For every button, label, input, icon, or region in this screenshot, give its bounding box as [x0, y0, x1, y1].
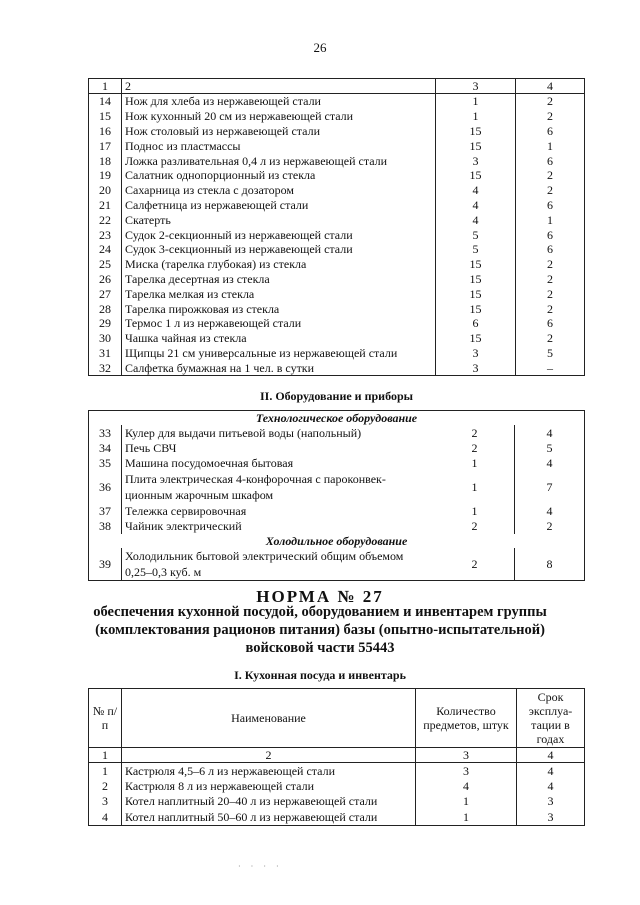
- cell-number: 34: [89, 440, 122, 455]
- cell-service-life: 2: [547, 301, 553, 316]
- cell-quantity: 5: [436, 227, 516, 242]
- cell-name: Машина посудомоечная бытовая: [125, 456, 294, 471]
- cell-number: 15: [89, 109, 122, 124]
- cell-quantity: 1: [471, 503, 478, 518]
- table-row: [89, 272, 585, 287]
- cell-quantity: 1: [416, 809, 517, 825]
- cell-quantity: 15: [436, 138, 516, 153]
- cell-number: 23: [89, 227, 122, 242]
- cell-quantity: 15: [436, 257, 516, 272]
- cell-service-life: 2: [547, 109, 553, 124]
- cell-name: Котел наплитный 50–60 л из нержавеющей стали: [122, 809, 416, 825]
- cell-number: 38: [89, 519, 122, 534]
- group-refrigeration-equipment: [89, 534, 585, 548]
- cell-name: Чайник электрический: [125, 519, 242, 534]
- cell-service-life: 2: [547, 94, 553, 109]
- cell-service-life: 5: [547, 345, 553, 360]
- cell-service-life: 2: [547, 257, 553, 272]
- cell-name: Поднос из пластмассы: [122, 138, 436, 153]
- cell-name: Нож кухонный 20 см из нержавеющей стали: [122, 109, 436, 124]
- table-row: [89, 763, 585, 779]
- cell-name: Нож столовый из нержавеющей стали: [122, 124, 436, 139]
- table-row: [89, 138, 585, 153]
- cell-quantity: 4: [436, 212, 516, 227]
- table-norm27-kitchenware: [88, 688, 585, 826]
- table-column-number-row: [89, 748, 585, 763]
- cell-service-life: 4: [515, 456, 585, 471]
- cell-service-life: 2: [547, 168, 553, 183]
- cell-service-life: 2: [547, 271, 553, 286]
- cell-service-life: 2: [547, 286, 553, 301]
- cell-quantity: 2: [471, 441, 478, 456]
- table-row: [89, 778, 585, 793]
- cell-number: 18: [89, 153, 122, 168]
- norm-subtitle: обеспечения кухонной посудой, оборудованием и инвентарем группы (комплектования рационов питания) базы (опытно-испытательной) войсковой части 55443: [93, 604, 547, 656]
- cell-name: Плита электрическая 4-конфорочная с пароконвек-ционным жарочным шкафом: [125, 472, 386, 503]
- table-row: [89, 242, 585, 257]
- column-number-3: 3: [416, 748, 517, 763]
- cell-service-life: 8: [515, 548, 585, 581]
- cell-name: Котел наплитный 20–40 л из нержавеющей стали: [122, 794, 416, 809]
- table-kitchenware-continued: [88, 78, 585, 376]
- table-row: [89, 183, 585, 198]
- norm-title: НОРМА № 27: [256, 587, 384, 606]
- cell-name: Нож для хлеба из нержавеющей стали: [122, 94, 436, 109]
- cell-name: Кулер для выдачи питьевой воды (напольный): [125, 425, 362, 440]
- cell-name: Тележка сервировочная: [125, 503, 247, 518]
- cell-service-life: 1: [547, 138, 553, 153]
- table-row: [89, 316, 585, 331]
- cell-number: 31: [89, 346, 122, 361]
- cell-quantity: 4: [436, 183, 516, 198]
- cell-quantity: 2: [471, 556, 478, 571]
- column-header-4: Срок эксплуа-тации в годах: [517, 689, 585, 748]
- cell-number: 24: [89, 242, 122, 257]
- cell-number: 2: [89, 778, 122, 793]
- cell-quantity: 3: [436, 360, 516, 375]
- table-row: [89, 198, 585, 213]
- table-row: [89, 360, 585, 375]
- cell-quantity: 3: [436, 153, 516, 168]
- cell-number: 4: [89, 809, 122, 825]
- cell-name: Термос 1 л из нержавеющей стали: [122, 316, 436, 331]
- column-number-1: 1: [89, 748, 122, 763]
- table-row: [89, 471, 585, 503]
- table-row: [89, 109, 585, 124]
- cell-name: Чашка чайная из стекла: [122, 331, 436, 346]
- table-row: [89, 153, 585, 168]
- cell-number: 3: [89, 794, 122, 809]
- cell-service-life: 2: [547, 331, 553, 346]
- cell-name: Тарелка десертная из стекла: [122, 272, 436, 287]
- cell-quantity: 4: [416, 778, 517, 793]
- page-number: 26: [313, 40, 327, 55]
- cell-quantity: 4: [436, 198, 516, 213]
- cell-number: 35: [89, 456, 122, 471]
- group-technological-equipment-label: Технологическое оборудование: [255, 411, 418, 425]
- cell-number: 28: [89, 301, 122, 316]
- table-row: [89, 286, 585, 301]
- cell-quantity: 2: [471, 425, 478, 440]
- table-header-row: [89, 689, 585, 748]
- column-number-4: 4: [517, 748, 585, 763]
- cell-name: Кастрюля 4,5–6 л из нержавеющей стали: [122, 763, 416, 779]
- table-equipment: [88, 410, 585, 581]
- column-header-3: Количество предметов, штук: [416, 689, 517, 748]
- cell-name: Ложка разливательная 0,4 л из нержавеющей стали: [122, 153, 436, 168]
- cell-service-life: 5: [515, 440, 585, 455]
- table-row: [89, 346, 585, 361]
- table-row: [89, 212, 585, 227]
- cell-service-life: 3: [547, 809, 554, 824]
- cell-name: Щипцы 21 см универсальные из нержавеющей стали: [122, 346, 436, 361]
- cell-service-life: 4: [515, 425, 585, 440]
- cell-number: 29: [89, 316, 122, 331]
- cell-quantity: 15: [436, 301, 516, 316]
- cell-name: Салфетница из нержавеющей стали: [122, 198, 436, 213]
- column-header-1: № п/п: [89, 689, 122, 748]
- column-number-3: 3: [436, 79, 516, 94]
- cell-service-life: 1: [547, 212, 553, 227]
- table-row: [89, 257, 585, 272]
- cell-name: Кастрюля 8 л из нержавеющей стали: [122, 778, 416, 793]
- cell-number: 21: [89, 198, 122, 213]
- cell-service-life: 4: [547, 763, 554, 778]
- cell-number: 25: [89, 257, 122, 272]
- table-row: [89, 94, 585, 109]
- cell-name: Салфетка бумажная на 1 чел. в сутки: [122, 360, 436, 375]
- cell-quantity: 1: [436, 94, 516, 109]
- cell-name: Сахарница из стекла с дозатором: [122, 183, 436, 198]
- cell-name: Холодильник бытовой электрический общим объемом 0,25–0,3 куб. м: [125, 548, 404, 579]
- cell-number: 39: [89, 548, 122, 581]
- table-row: [89, 548, 585, 581]
- column-number-2: 2: [122, 748, 416, 763]
- cell-service-life: 6: [547, 197, 553, 212]
- column-number-2: 2: [122, 79, 436, 94]
- cell-service-life: 2: [547, 183, 553, 198]
- cell-name: Скатерть: [122, 212, 436, 227]
- cell-quantity: 6: [436, 316, 516, 331]
- cell-quantity: 5: [436, 242, 516, 257]
- cell-number: 1: [89, 763, 122, 779]
- table-row: [89, 794, 585, 809]
- cell-name: Салатник однопорционный из стекла: [122, 168, 436, 183]
- cell-quantity: 3: [416, 763, 517, 779]
- table-row: [89, 301, 585, 316]
- cell-number: 22: [89, 212, 122, 227]
- cell-quantity: 15: [436, 124, 516, 139]
- table-row: [89, 519, 585, 534]
- cell-service-life: 6: [547, 227, 553, 242]
- table-row: [89, 503, 585, 518]
- cell-quantity: 3: [436, 346, 516, 361]
- cell-quantity: 1: [436, 109, 516, 124]
- cell-quantity: 15: [436, 286, 516, 301]
- section-kitchenware-title: I. Кухонная посуда и инвентарь: [234, 668, 406, 682]
- cell-number: 16: [89, 124, 122, 139]
- scan-specks: · · · ·: [238, 862, 283, 871]
- cell-service-life: 6: [547, 123, 553, 138]
- cell-quantity: 2: [471, 519, 478, 534]
- cell-service-life: 6: [547, 242, 553, 257]
- cell-number: 26: [89, 272, 122, 287]
- cell-number: 33: [89, 425, 122, 440]
- table-row: [89, 440, 585, 455]
- table-row: [89, 456, 585, 471]
- table-row: [89, 168, 585, 183]
- cell-number: 36: [89, 471, 122, 503]
- table-row: [89, 809, 585, 825]
- cell-service-life: 7: [515, 471, 585, 503]
- cell-name: Печь СВЧ: [125, 441, 177, 456]
- cell-number: 17: [89, 138, 122, 153]
- column-header-2: Наименование: [122, 689, 416, 748]
- cell-name: Тарелка мелкая из стекла: [122, 286, 436, 301]
- cell-number: 14: [89, 94, 122, 109]
- cell-service-life: 6: [547, 153, 553, 168]
- cell-name: Судок 2-секционный из нержавеющей стали: [122, 227, 436, 242]
- cell-name: Миска (тарелка глубокая) из стекла: [122, 257, 436, 272]
- cell-name: Тарелка пирожковая из стекла: [122, 301, 436, 316]
- cell-number: 19: [89, 168, 122, 183]
- table-row: [89, 227, 585, 242]
- cell-number: 37: [89, 503, 122, 518]
- group-refrigeration-equipment-label: Холодильное оборудование: [265, 533, 408, 548]
- table-row: [89, 331, 585, 346]
- cell-number: 20: [89, 183, 122, 198]
- cell-quantity: 1: [416, 794, 517, 809]
- cell-quantity: 15: [436, 168, 516, 183]
- table-row: [89, 425, 585, 440]
- section-equipment-title: II. Оборудование и приборы: [260, 389, 413, 403]
- cell-number: 32: [89, 360, 122, 375]
- column-number-4: 4: [516, 79, 585, 94]
- cell-service-life: –: [547, 360, 553, 375]
- cell-number: 30: [89, 331, 122, 346]
- cell-quantity: 1: [471, 456, 478, 471]
- table-row: [89, 124, 585, 139]
- cell-service-life: 4: [547, 779, 554, 794]
- cell-service-life: 4: [515, 503, 585, 518]
- cell-name: Судок 3-секционный из нержавеющей стали: [122, 242, 436, 257]
- cell-quantity: 1: [471, 480, 478, 495]
- table-header-row: [89, 79, 585, 94]
- cell-number: 27: [89, 286, 122, 301]
- column-number-1: 1: [89, 79, 122, 94]
- cell-quantity: 15: [436, 272, 516, 287]
- cell-quantity: 15: [436, 331, 516, 346]
- cell-service-life: 6: [547, 316, 553, 331]
- group-technological-equipment: [89, 411, 585, 426]
- cell-service-life: 2: [515, 519, 585, 534]
- cell-service-life: 3: [547, 794, 554, 809]
